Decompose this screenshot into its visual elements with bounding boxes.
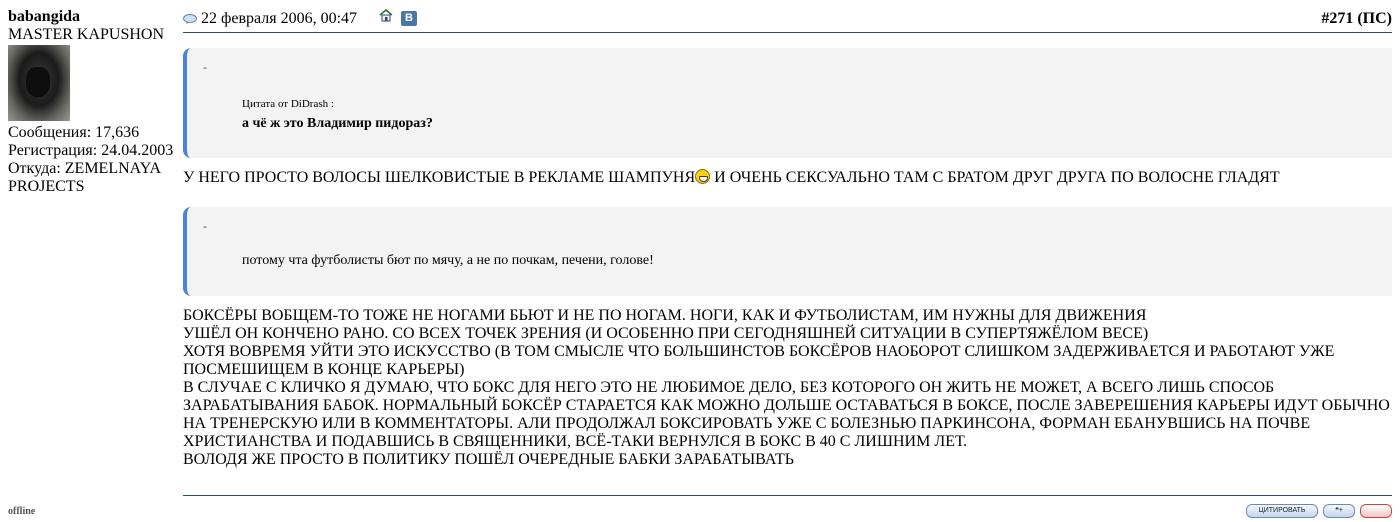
quote-button[interactable]: ЦИТИРОВАТЬ — [1246, 504, 1318, 518]
reply-text-after: И ОЧЕНЬ СЕКСУАЛЬНО ТАМ С БРАТОМ ДРУГ ДРУГА ПО ВОЛОСНЕ ГЛАДЯТ — [710, 169, 1280, 186]
header-icons — [379, 9, 421, 27]
user-location: Откуда: ZEMELNAYA PROJECTS — [8, 160, 161, 195]
username[interactable]: babangida — [8, 8, 81, 25]
quote-text: а чё ж это Владимир пидораз? — [242, 116, 433, 131]
reply-line: УШЁЛ ОН КОНЧЕНО РАНО. СО ВСЕХ ТОЧЕК ЗРЕНИЯ (И ОСОБЕННО ПРИ СЕГОДНЯШНЕЙ СИТУАЦИИ В СУПЕРТЯЖЁЛОМ ВЕСЕ) — [183, 325, 1149, 342]
vk-icon[interactable]: В — [401, 11, 417, 26]
reply-text-2 — [183, 307, 1392, 469]
quote-block-2 — [183, 207, 1392, 296]
quote-dash: - — [203, 219, 207, 233]
home-icon[interactable] — [379, 9, 393, 27]
reply-text-1 — [183, 169, 1392, 187]
post-footer — [183, 495, 1392, 516]
quote-block-1 — [183, 48, 1392, 158]
quote-text: потому чта футболисты бют по мячу, а не по почкам, печени, голове! — [242, 253, 654, 268]
reply-line: ХОТЯ ВОВРЕМЯ УЙТИ ЭТО ИСКУССТВО (В ТОМ СМЫСЛЕ ЧТО БОЛЬШИНСТОВ БОКСЁРОВ НАОБОРОТ СЛИШКОМ ЗАДЕРЖИВАЕТСЯ И РАБОТАЮТ УЖЕ ПОСМЕШИЩЕМ В КОНЦЕ КАРЬЕРЫ) — [183, 343, 1335, 378]
quote-dash: - — [203, 60, 207, 74]
status-offline: offline — [8, 506, 36, 517]
user-title: MASTER KAPUSHON — [8, 26, 165, 43]
reply-line: В СЛУЧАЕ С КЛИЧКО Я ДУМАЮ, ЧТО БОКС ДЛЯ НЕГО ЭТО НЕ ЛЮБИМОЕ ДЕЛО, БЕЗ КОТОРОГО ОН ЖИТЬ НЕ МОЖЕТ, А ВСЕГО ЛИШЬ СПОСОБ ЗАРАБАТЫВАНИЯ БАБОК. НОРМАЛЬНЫЙ БОКСЁР СТАРАЕТСЯ КАК МОЖНО ДОЛЬШЕ ОСТАВАТЬСЯ В БОКСЕ, ПОСЛЕ ЗАВЕРЕШЕНИЯ КАРЬЕРЫ ИДУТ ОБЫЧНО НА ТРЕНЕРСКУЮ ИЛИ В КОММЕНТАТОРЫ. АЛИ ПРОДОЛЖАЛ БОКСИРОВАТЬ УЖЕ С БОЛЕЗНЬЮ ПАРКИНСОНА, ФОРМАН ЕБАНУВШИСЬ НА ПОЧВЕ ХРИСТИАНСТВА И ПОДАВШИСЬ В СВЯЩЕННИКИ, ВСЁ-ТАКИ ВЕРНУЛСЯ В БОКС В 40 С ЛИШНИМ ЛЕТ. — [183, 379, 1390, 450]
post-header — [183, 8, 1392, 33]
report-icon[interactable] — [1360, 504, 1392, 518]
post — [183, 8, 1392, 469]
post-number-suffix: (ПС) — [1357, 10, 1392, 27]
avatar-figure — [26, 67, 50, 97]
reply-line: ВОЛОДЯ ЖЕ ПРОСТО В ПОЛИТИКУ ПОШЁЛ ОЧЕРЕДНЫЕ БАБКИ ЗАРАБАТЫВАТЬ — [183, 451, 794, 468]
post-bubble-icon — [183, 14, 197, 24]
user-info — [8, 8, 178, 196]
multiquote-icon[interactable]: ❝+ — [1323, 504, 1355, 518]
post-number-wrap — [1321, 10, 1392, 28]
grin-smiley-icon — [695, 169, 710, 184]
user-registered: Регистрация: 24.04.2003 — [8, 142, 174, 159]
user-messages: Сообщения: 17,636 — [8, 124, 140, 141]
post-date-wrap — [183, 10, 357, 28]
quote-author: Цитата от DiDrash : — [242, 98, 334, 110]
reply-text-before: У НЕГО ПРОСТО ВОЛОСЫ ШЕЛКОВИСТЫЕ В РЕКЛАМЕ ШАМПУНЯ — [183, 169, 696, 186]
post-date: 22 февраля 2006, 00:47 — [201, 10, 358, 27]
avatar — [8, 45, 70, 121]
reply-line: БОКСЁРЫ ВОБЩЕМ-ТО ТОЖЕ НЕ НОГАМИ БЬЮТ И НЕ ПО НОГАМ. НОГИ, КАК И ФУТБОЛИСТАМ, ИМ НУЖНЫ ДЛЯ ДВИЖЕНИЯ — [183, 307, 1147, 324]
post-number[interactable]: #271 — [1321, 10, 1354, 27]
footer-buttons — [1241, 504, 1392, 522]
